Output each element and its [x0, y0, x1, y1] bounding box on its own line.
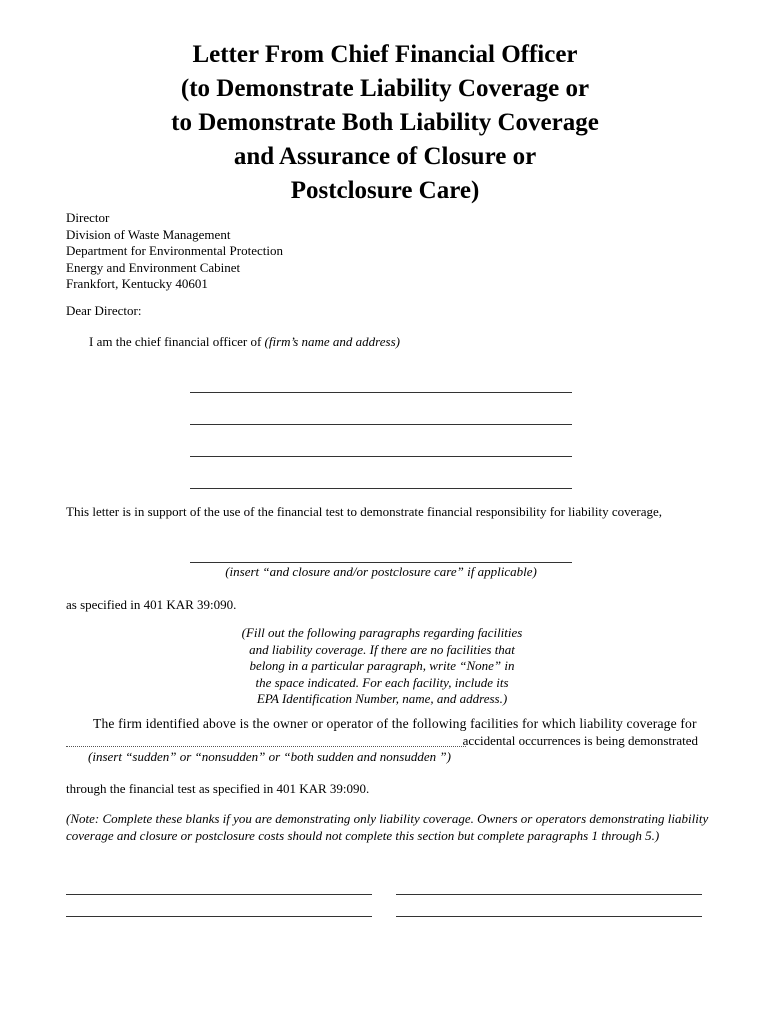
title-line: to Demonstrate Both Liability Coverage: [171, 109, 599, 136]
instruction-line: the space indicated. For each facility, include its: [255, 674, 509, 690]
title-line: Letter From Chief Financial Officer: [192, 41, 578, 68]
intro-sentence: [89, 334, 400, 350]
firm-address-blank-line[interactable]: [190, 456, 572, 457]
occurrence-type-blank-line[interactable]: [66, 746, 466, 747]
title-line: (to Demonstrate Liability Coverage or: [180, 75, 590, 102]
specified-text: as specified in 401 KAR 39:090.: [66, 597, 237, 612]
firm-paragraph-cont: accidental occurrences is being demonstrated: [462, 733, 698, 748]
instruction-line: and liability coverage. If there are no facilities that: [249, 641, 515, 657]
firm-name-blank-line[interactable]: [190, 392, 572, 393]
facility-blank-line[interactable]: [66, 894, 372, 895]
closure-hint: (insert “and closure and/or postclosure care” if applicable): [225, 564, 537, 579]
instructions-block: [200, 625, 564, 708]
firm-paragraph: The firm identified above is the owner or operator of the following facilities for which liability coverage for: [93, 716, 697, 731]
facility-blank-line[interactable]: [396, 916, 702, 917]
address-line: Energy and Environment Cabinet: [66, 259, 241, 275]
specified-text-2: through the financial test as specified in 401 KAR 39:090.: [66, 781, 370, 796]
firm-address-blank-line[interactable]: [190, 488, 572, 489]
salutation: Dear Director:: [66, 303, 142, 318]
address-line: Division of Waste Management: [66, 226, 231, 242]
letter-title: [0, 38, 770, 208]
address-line: Department for Environmental Protection: [66, 243, 283, 258]
instruction-line: (Fill out the following paragraphs regarding facilities: [241, 625, 523, 640]
facility-blank-line[interactable]: [396, 894, 702, 895]
address-line: Director: [66, 210, 110, 225]
note-paragraph: (Note: Complete these blanks if you are demonstrating only liability coverage. Owners or operators demonstrating liability coverage and closure or postclosure costs should not complete this section but complete paragraphs 1 through 5.): [66, 811, 709, 843]
recipient-address: [66, 210, 283, 293]
facility-blank-line[interactable]: [66, 916, 372, 917]
title-line: and Assurance of Closure or: [233, 143, 537, 170]
occurrence-type-hint: (insert “sudden” or “nonsudden” or “both sudden and nonsudden ”): [88, 749, 451, 764]
instruction-line: belong in a particular paragraph, write “None” in: [249, 658, 515, 673]
intro-hint: (firm’s name and address): [264, 334, 400, 349]
closure-blank-line[interactable]: [190, 562, 572, 563]
address-line: Frankfort, Kentucky 40601: [66, 276, 208, 291]
instruction-line: EPA Identification Number, name, and address.): [256, 691, 508, 706]
intro-text: I am the chief financial officer of: [89, 334, 265, 349]
title-line: Postclosure Care): [290, 177, 480, 204]
firm-name-blank-line[interactable]: [190, 424, 572, 425]
support-paragraph: This letter is in support of the use of the financial test to demonstrate financial responsibility for liability coverage,: [66, 504, 663, 519]
